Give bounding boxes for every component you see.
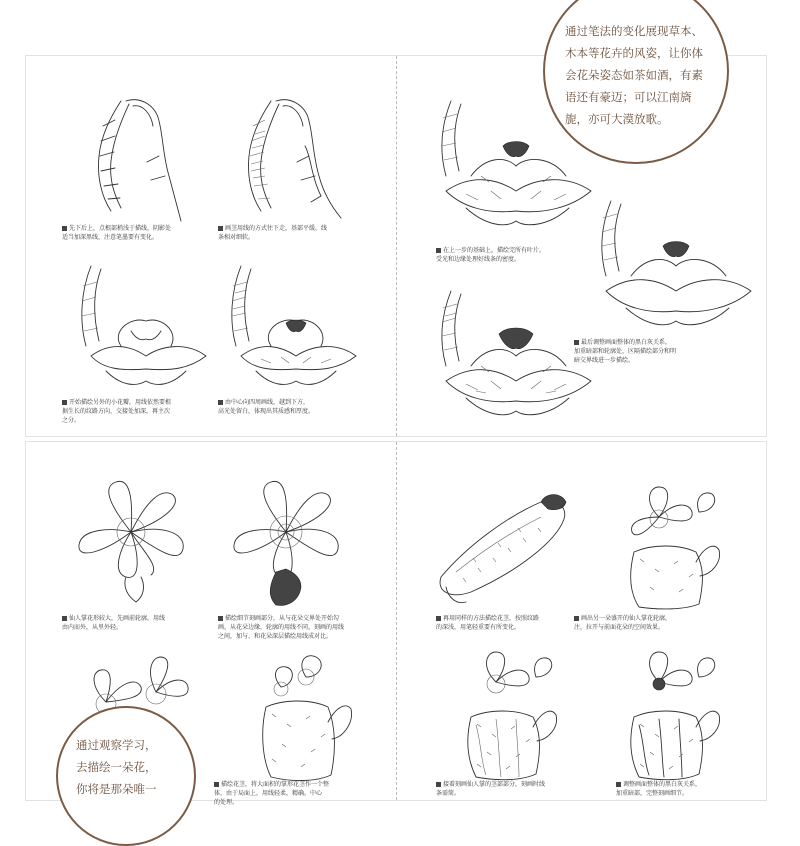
callout-line: 去描绘一朵花， bbox=[76, 760, 157, 774]
sketch-rosette-step3 bbox=[71, 261, 221, 396]
callout-line: 通过笔法的变化展现草本、 bbox=[565, 24, 703, 38]
caption-cactus-step6: 接着刻画仙人掌的茎部部分，刻画时线 条需简。 bbox=[436, 781, 546, 797]
caption-step1: 先下后上，点根部稍浅于描线，阴影处 适当加深黑线，注意笔墨要有变化。 bbox=[62, 225, 172, 241]
callout-line: 会花朵姿态如茶如酒，有素 bbox=[565, 68, 703, 82]
callout-line: 你将是那朵唯一 bbox=[76, 782, 157, 796]
caption-cactus-flower-step4: 画出另一朵盛开的仙人掌花轮廓， 注，拉开与前面花朵的空间效果。 bbox=[574, 615, 672, 631]
sketch-rosette-step4 bbox=[221, 261, 371, 396]
callout-line: 木本等花卉的风姿，让你体 bbox=[565, 46, 703, 60]
sketch-cactus-step7 bbox=[604, 647, 734, 787]
page-gutter-bottom bbox=[396, 442, 397, 800]
callout-line: 旎，亦可大漠放歌。 bbox=[565, 112, 669, 126]
page-gutter bbox=[396, 56, 397, 436]
caption-step6: 最后调整画面整体的黑白灰关系， 加重暗部和轮廓处，区隔描绘部分和明 暗交界线进一步描绘。 bbox=[574, 339, 677, 364]
callout-bubble-bottom bbox=[56, 706, 196, 846]
sketch-cactus-pad bbox=[426, 487, 576, 607]
caption-cactus-pad: 再用同样的方法描绘花茎，按照纹路 的深浅，用笔轻重要有所变化。 bbox=[436, 615, 540, 631]
sketch-cactus-step5 bbox=[236, 647, 366, 787]
sketch-cactus-step6 bbox=[441, 647, 571, 787]
sketch-stem-step2 bbox=[231, 96, 351, 226]
caption-step2: 画茎用线的方式往下走，基部平缓，线 条相对细软。 bbox=[218, 225, 328, 241]
sketch-flower-step2 bbox=[221, 477, 351, 607]
callout-line: 语还有豪迈；可以江南旖 bbox=[565, 90, 692, 104]
sketch-cactus-flower-step4 bbox=[604, 482, 734, 612]
caption-step5: 在上一步的基础上，描绘完所有叶片， 受光和边缘处理好线条的密度。 bbox=[436, 247, 546, 263]
caption-flower-step1: 仙人掌花形较大，先画前轮廓，用线 由内而外，从里外轻。 bbox=[62, 615, 166, 631]
sketch-flower-step1 bbox=[71, 477, 191, 607]
caption-flower-step2: 描绘细节刻画部分，从与花朵交界处开始勾 画，从花朵边缘，轮廓的用线不同，刻画的用线 之间，加与、和花朵深层描绘用线成对比。 bbox=[218, 615, 345, 640]
callout-line: 通过观察学习， bbox=[76, 738, 157, 752]
caption-step3: 开始描绘另外的小花瓣，用线依然要根 据生长的纹路方向，交接处加深，再主次 之分。 bbox=[62, 399, 172, 424]
caption-step4: 由中心向四周画线，越到下方， 高光处留白，体现出其质感和厚度。 bbox=[218, 399, 315, 415]
caption-cactus-step7: 调整画面整体的黑白灰关系， 加重暗部，完整刻画细节。 bbox=[616, 781, 702, 797]
sketch-stem-step1 bbox=[81, 96, 191, 226]
caption-cactus-step5: 描绘花茎，将大面积的掌形花茎作一个整 体，由于局面上，用线轻柔，精确。中心 的处理。 bbox=[214, 781, 330, 806]
sketch-rosette-step5b bbox=[591, 196, 761, 331]
